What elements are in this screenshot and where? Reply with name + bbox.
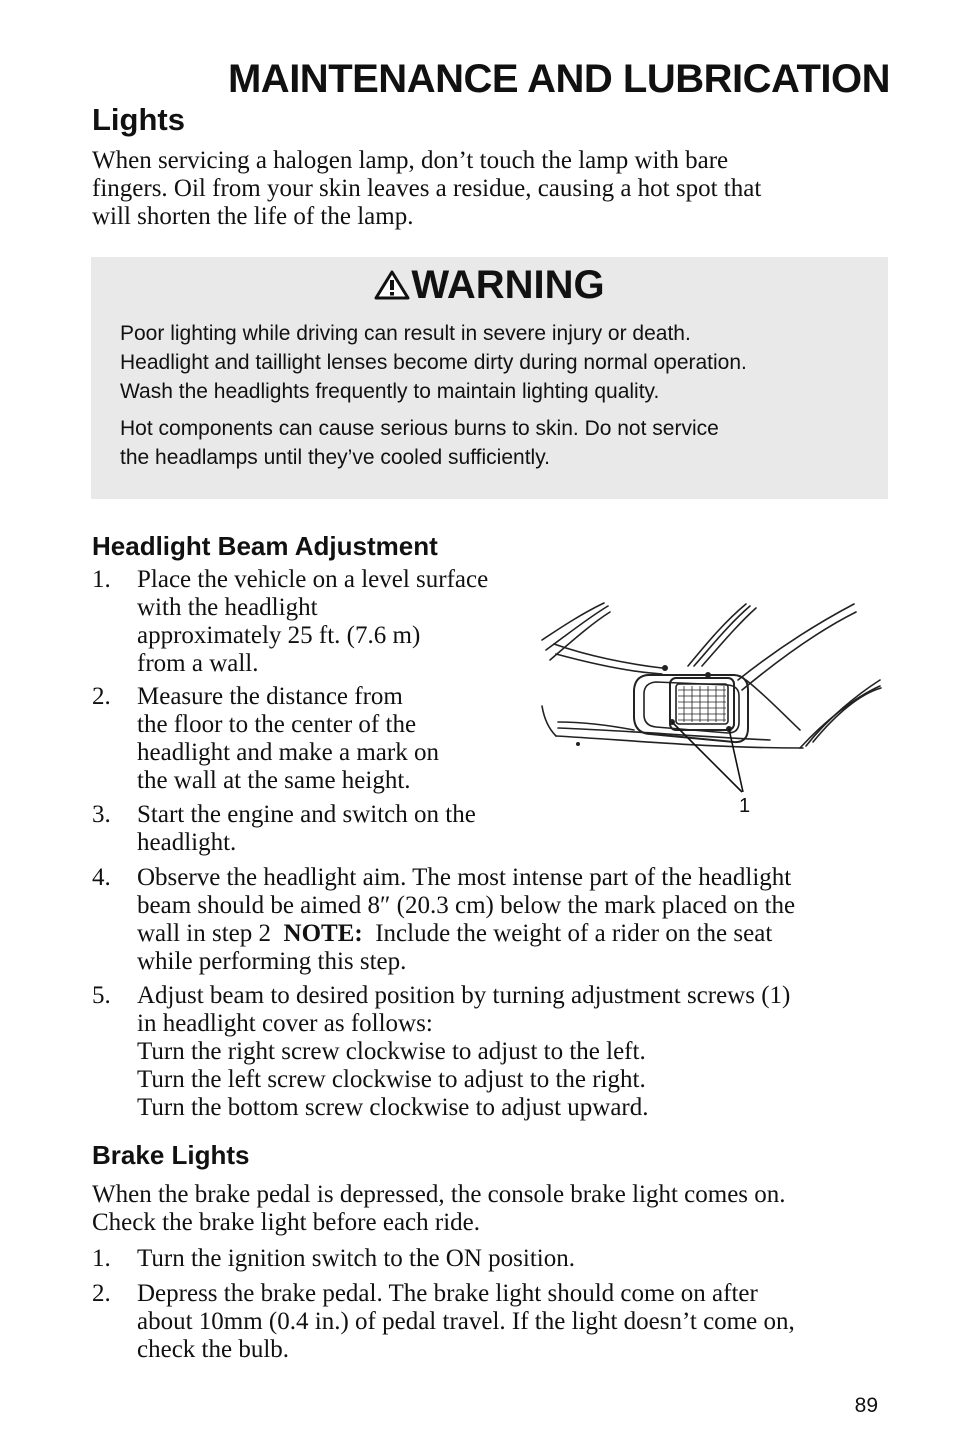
- step-line: headlight and make a mark on: [137, 739, 439, 766]
- headlight-illustration: [538, 598, 883, 820]
- step-line: the wall at the same height.: [137, 767, 411, 794]
- step-number: 1.: [92, 566, 111, 593]
- step-line: Turn the right screw clockwise to adjust to the left.: [137, 1038, 646, 1065]
- note-label: NOTE:: [283, 920, 363, 947]
- step-line: beam should be aimed 8″ (20.3 cm) below the mark placed on the: [137, 892, 796, 919]
- step-line: while performing this step.: [137, 948, 407, 975]
- lights-intro-line: will shorten the life of the lamp.: [92, 203, 414, 230]
- step-line: [137, 920, 795, 948]
- step-text: [137, 864, 795, 976]
- step-number: 2.: [92, 1280, 111, 1307]
- step-line: from a wall.: [137, 650, 259, 677]
- lights-intro-line: When servicing a halogen lamp, don’t touch the lamp with bare: [92, 147, 729, 174]
- beam-adjustment-heading: Headlight Beam Adjustment: [92, 531, 438, 561]
- step-line: Start the engine and switch on the: [137, 801, 476, 828]
- step-line: approximately 25 ft. (7.6 m): [137, 622, 421, 649]
- lights-intro-line: fingers. Oil from your skin leaves a residue, causing a hot spot that: [92, 175, 762, 202]
- step-line-part: Include the weight of a rider on the seat: [362, 920, 773, 947]
- step-line-part: wall in step 2: [137, 920, 284, 947]
- warning-line: Hot components can cause serious burns to skin. Do not service: [120, 417, 719, 440]
- step-number: 2.: [92, 683, 111, 710]
- brake-intro-line: When the brake pedal is depressed, the console brake light comes on.: [92, 1181, 786, 1208]
- figure-callout-label: 1: [739, 795, 751, 817]
- step-line: Turn the left screw clockwise to adjust to the right.: [137, 1066, 646, 1093]
- step-text: [137, 1280, 795, 1364]
- step-number: 5.: [92, 982, 111, 1009]
- step-number: 4.: [92, 864, 111, 891]
- step-line: about 10mm (0.4 in.) of pedal travel. If the light doesn’t come on,: [137, 1308, 795, 1335]
- warning-title: [91, 263, 888, 307]
- step-line: in headlight cover as follows:: [137, 1010, 433, 1037]
- lights-intro: [92, 147, 761, 231]
- step-line: Observe the headlight aim. The most intense part of the headlight: [137, 864, 792, 891]
- warning-paragraph: [120, 319, 880, 406]
- brake-lights-heading: Brake Lights: [92, 1140, 250, 1170]
- step-line: the floor to the center of the: [137, 711, 417, 738]
- step-text: [137, 801, 476, 857]
- brake-intro: [92, 1181, 786, 1237]
- lights-heading: Lights: [92, 102, 185, 137]
- warning-line: Wash the headlights frequently to maintain lighting quality.: [120, 380, 660, 403]
- step-line: Depress the brake pedal. The brake light should come on after: [137, 1280, 758, 1307]
- step-text: [137, 683, 439, 795]
- warning-triangle-icon: [374, 270, 410, 300]
- step-line: Measure the distance from: [137, 683, 403, 710]
- warning-box: [91, 257, 888, 499]
- step-line: check the bulb.: [137, 1336, 290, 1363]
- step-text: [137, 982, 790, 1122]
- step-line: Adjust beam to desired position by turning adjustment screws (1): [137, 982, 791, 1009]
- warning-line: Headlight and taillight lenses become dirty during normal operation.: [120, 351, 747, 374]
- page-number: 89: [854, 1394, 878, 1417]
- step-number: 3.: [92, 801, 111, 828]
- step-number: 1.: [92, 1245, 111, 1272]
- step-line: Place the vehicle on a level surface: [137, 566, 489, 593]
- step-text: [137, 1245, 575, 1273]
- step-text: [137, 566, 488, 678]
- step-line: with the headlight: [137, 594, 318, 621]
- warning-paragraph: [120, 414, 880, 472]
- step-line: Turn the ignition switch to the ON position.: [137, 1245, 575, 1272]
- step-line: headlight.: [137, 829, 237, 856]
- warning-line: the headlamps until they’ve cooled sufficiently.: [120, 446, 550, 469]
- brake-intro-line: Check the brake light before each ride.: [92, 1209, 481, 1236]
- warning-title-text: WARNING: [411, 263, 605, 307]
- page-title: MAINTENANCE AND LUBRICATION: [227, 57, 890, 101]
- step-line: Turn the bottom screw clockwise to adjust upward.: [137, 1094, 649, 1121]
- warning-line: Poor lighting while driving can result in severe injury or death.: [120, 322, 691, 345]
